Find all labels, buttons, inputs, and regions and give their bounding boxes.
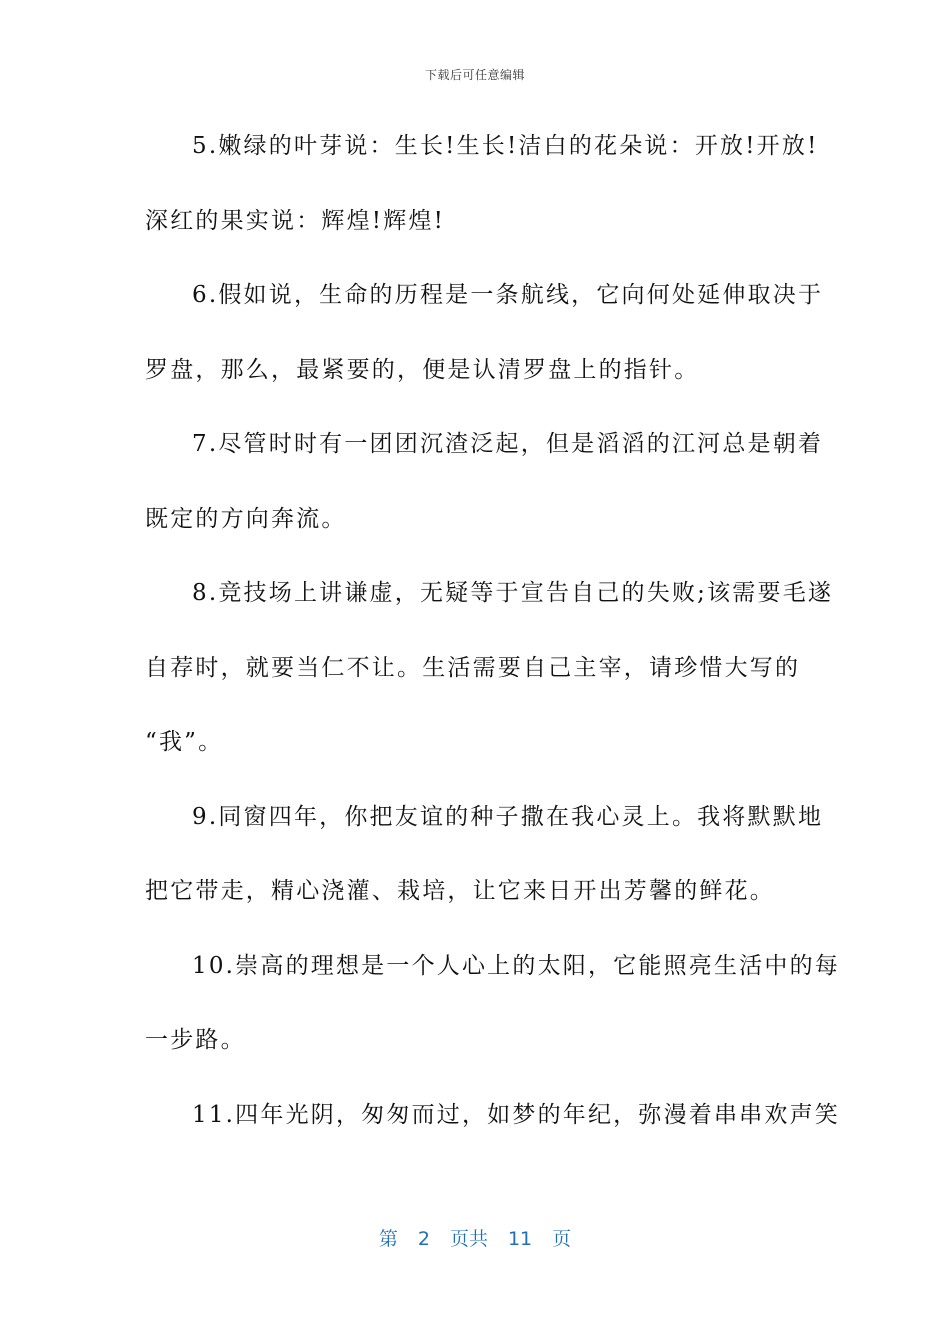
text-line: 一步路。 — [145, 1027, 246, 1053]
text-line: 把它带走，精心浇灌、栽培，让它来日开出芳馨的鲜花。 — [145, 878, 775, 904]
footer-middle: 页共 — [449, 1228, 488, 1250]
text-line: “我”。 — [145, 729, 224, 755]
text-line: 深红的果实说：辉煌!辉煌! — [145, 207, 446, 234]
text-line: 10.崇高的理想是一个人心上的太阳，它能照亮生活中的每 — [192, 952, 840, 979]
footer-suffix: 页 — [552, 1228, 572, 1250]
text-line: 自荐时，就要当仁不让。生活需要自己主宰，请珍惜大写的 — [145, 654, 801, 681]
footer-total-pages: 11 — [507, 1228, 533, 1250]
text-line: 既定的方向奔流。 — [145, 505, 347, 532]
footer-page-number: 2 — [417, 1228, 430, 1250]
text-line: 9.同窗四年，你把友谊的种子撒在我心灵上。我将默默地 — [192, 803, 824, 830]
document-body — [145, 122, 840, 1165]
text-line: 6.假如说，生命的历程是一条航线，它向何处延伸取决于 — [192, 282, 824, 308]
header-note: 下载后可任意编辑 — [424, 68, 525, 82]
text-line: 5.嫩绿的叶芽说：生长!生长!洁白的花朵说：开放!开放! — [192, 133, 819, 159]
footer-prefix: 第 — [378, 1228, 398, 1250]
text-line: 7.尽管时时有一团团沉渣泛起，但是滔滔的江河总是朝着 — [192, 431, 824, 457]
text-line: 11.四年光阴，匆匆而过，如梦的年纪，弥漫着串串欢声笑 — [192, 1101, 840, 1128]
page-footer — [0, 1224, 950, 1251]
text-line: 8.竞技场上讲谦虚，无疑等于宣告自己的失败;该需要毛遂 — [192, 580, 834, 606]
text-line: 罗盘，那么，最紧要的，便是认清罗盘上的指针。 — [145, 356, 700, 383]
